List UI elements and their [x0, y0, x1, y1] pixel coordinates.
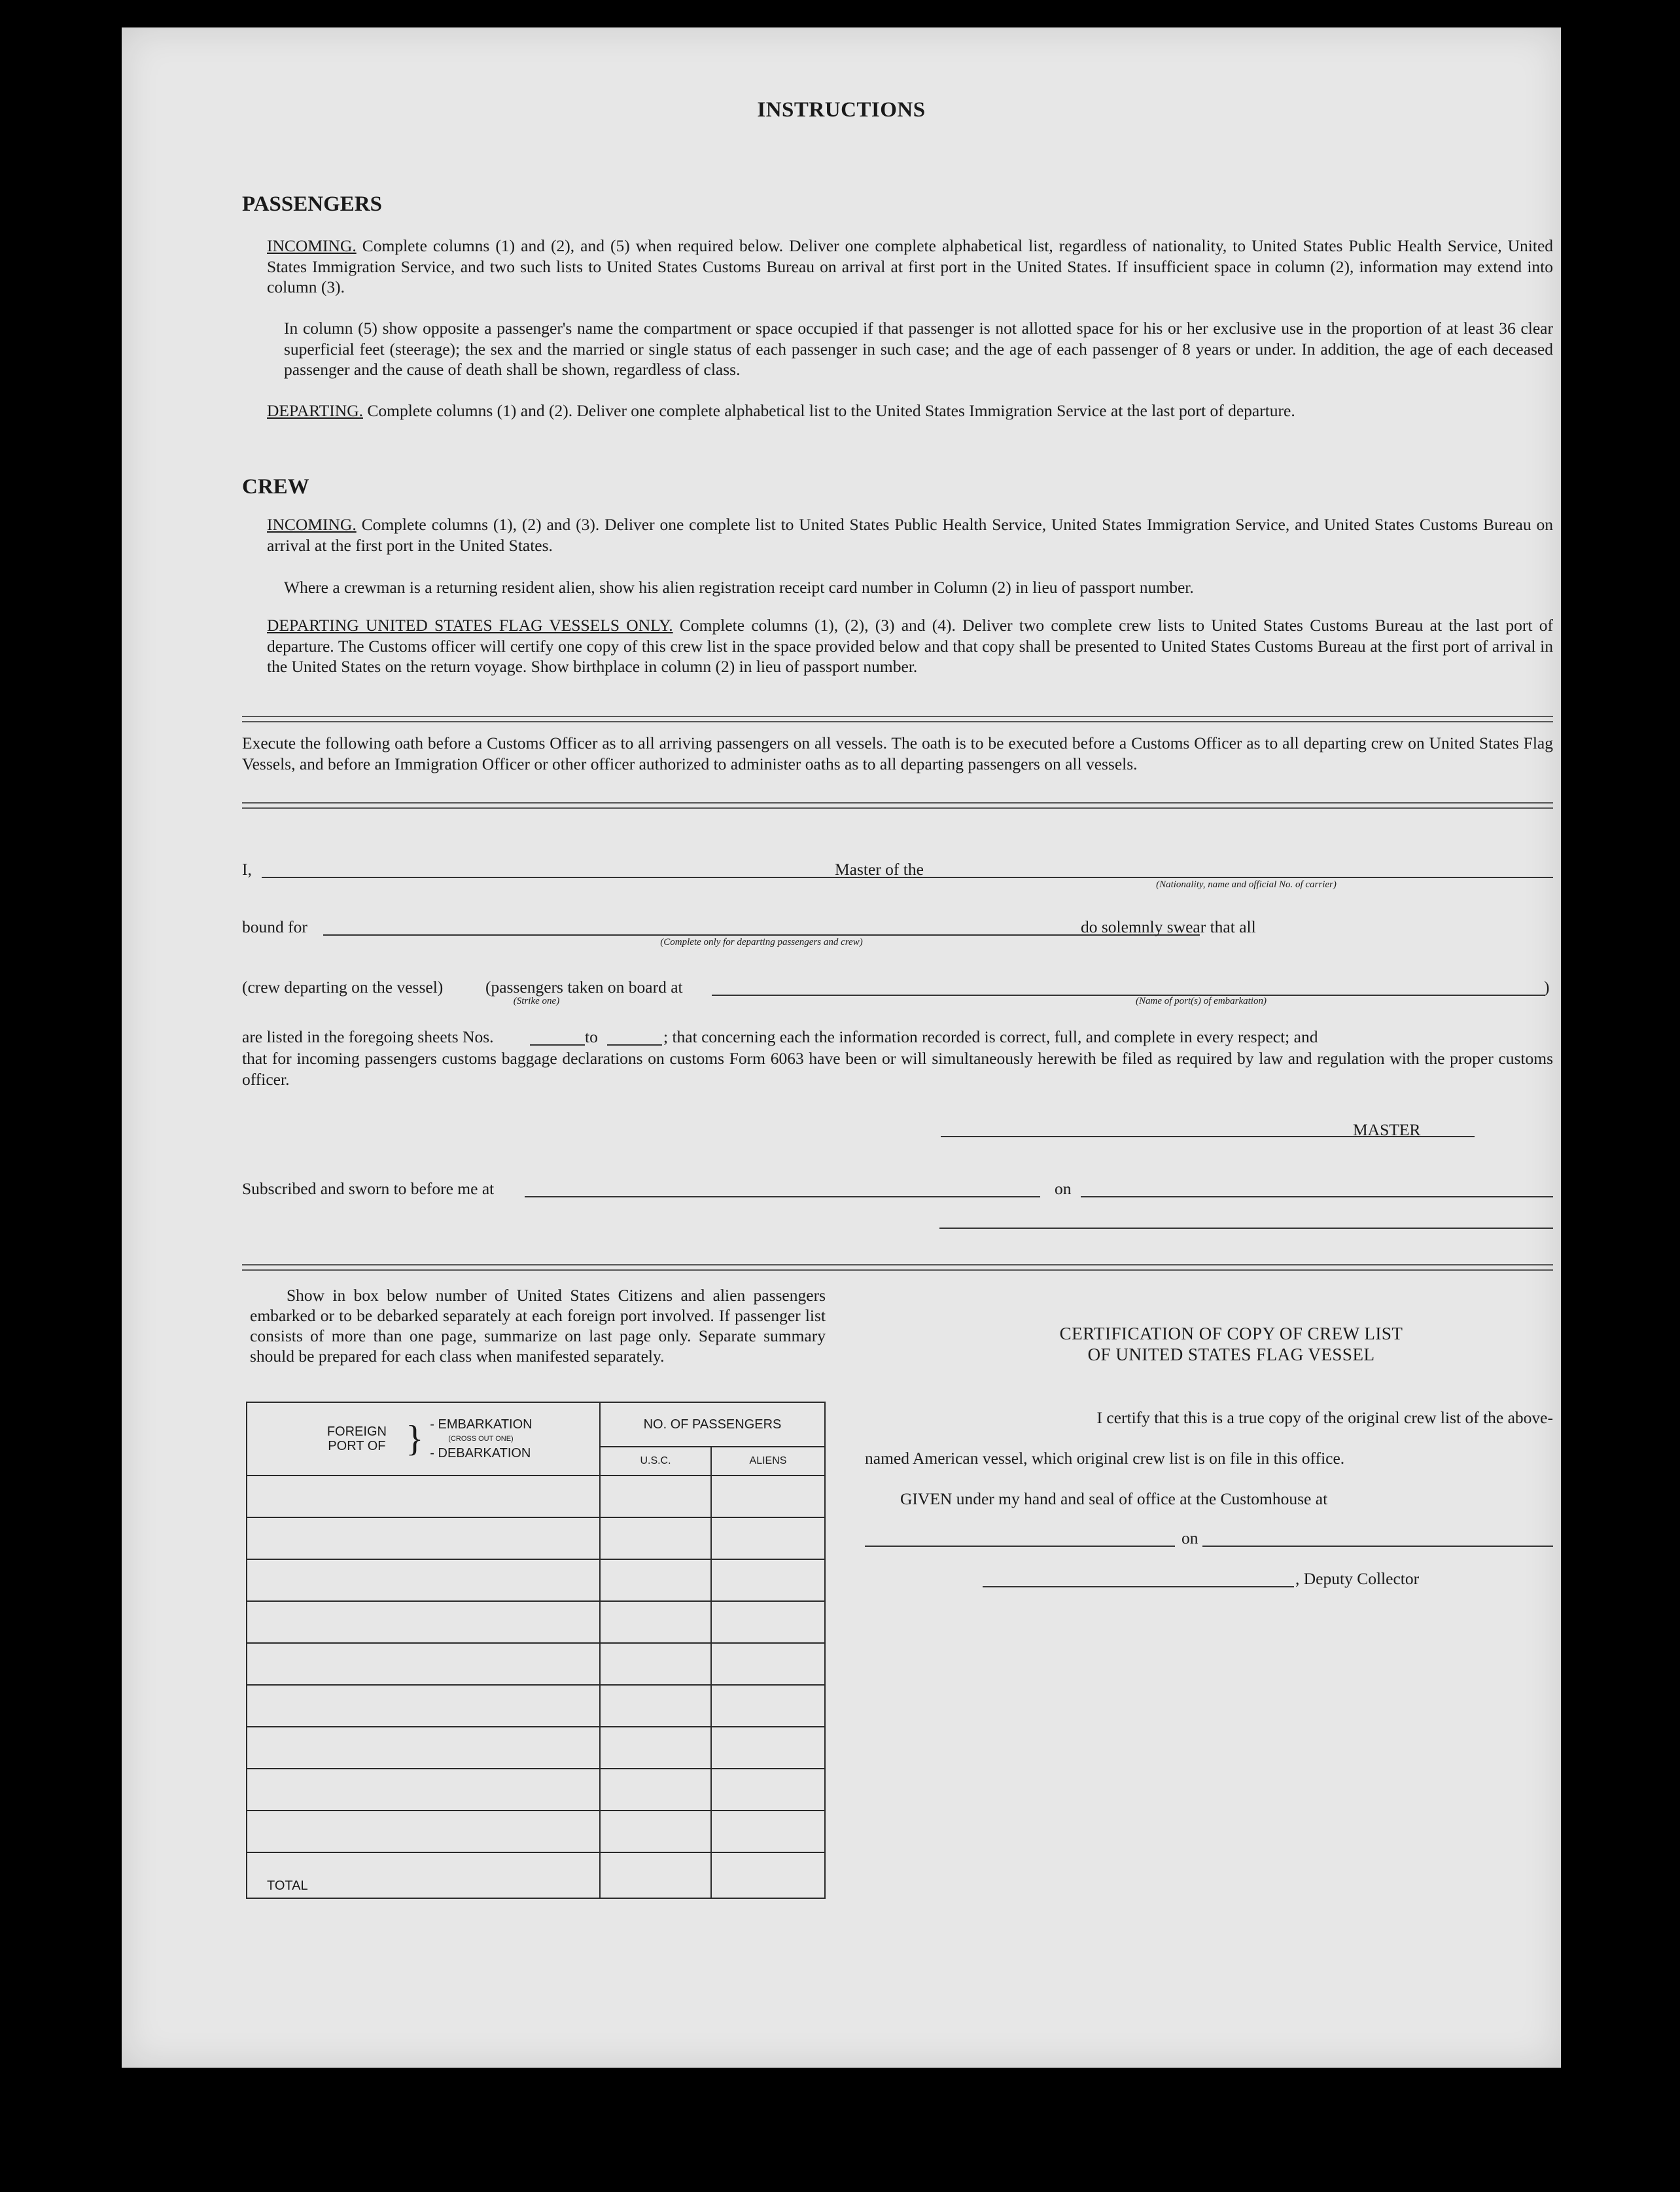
are-listed-label: are listed in the foregoing sheets Nos.	[242, 1027, 494, 1046]
usc-cell[interactable]	[600, 1727, 711, 1769]
crew-incoming-label: INCOMING.	[267, 515, 357, 534]
sworn-place-line[interactable]	[525, 1196, 1040, 1197]
port-cell[interactable]	[247, 1476, 600, 1517]
subscribed-label: Subscribed and sworn to before me at	[242, 1179, 495, 1198]
port-cell[interactable]	[247, 1559, 600, 1601]
strike-one-caption: (Strike one)	[513, 996, 560, 1006]
crew-resident-paragraph: Where a crewman is a returning resident alien, show his alien registration receipt card number in Column (2) in lieu of passport number.	[284, 578, 1194, 597]
total-row	[247, 1852, 825, 1898]
table-row	[247, 1811, 825, 1852]
page-title: INSTRUCTIONS	[757, 98, 926, 122]
deputy-signature-line[interactable]	[983, 1586, 1294, 1587]
usc-cell[interactable]	[600, 1559, 711, 1601]
port-cell[interactable]	[247, 1601, 600, 1643]
oath-instructions: Execute the following oath before a Customs Officer as to all arriving passengers on all vessels. The oath is to be executed before a Customs Officer as to all departing crew on United States Flag Vessels, and before an Immigration Officer or other officer authorized to administer oaths as to all departing passengers on all vessels.	[242, 734, 1553, 773]
no-of-passengers-header: NO. OF PASSENGERS	[600, 1402, 825, 1447]
usc-cell[interactable]	[600, 1811, 711, 1852]
crew-heading: CREW	[242, 475, 309, 499]
passengers-departing-text: Complete columns (1) and (2). Deliver one complete alphabetical list to the United States Immigration Service at the last port of departure.	[367, 401, 1295, 420]
port-cell[interactable]	[247, 1685, 600, 1727]
total-aliens-cell[interactable]	[711, 1852, 825, 1898]
master-of-the-label: Master of the	[835, 860, 924, 879]
certification-heading-line1: CERTIFICATION OF COPY OF CREW LIST	[1059, 1324, 1403, 1343]
oath-i-label: I,	[242, 860, 252, 879]
foreign-port-of: FOREIGN PORT OF	[326, 1424, 387, 1453]
table-row	[247, 1476, 825, 1517]
total-label: TOTAL	[247, 1852, 600, 1898]
certification-heading-line2: OF UNITED STATES FLAG VESSEL	[1087, 1345, 1375, 1364]
port-cell[interactable]	[247, 1769, 600, 1811]
sworn-date-line[interactable]	[1081, 1196, 1553, 1197]
aliens-cell[interactable]	[711, 1727, 825, 1769]
divider	[242, 716, 1553, 722]
to-label: to	[585, 1027, 598, 1046]
port-cell[interactable]	[247, 1727, 600, 1769]
passengers-incoming-text: Complete columns (1) and (2), and (5) when required below. Deliver one complete alphabetical list, regardless of nationality, to United States Public Health Service, United States Immigration Service, and two such lists to United States Customs Bureau on arrival at first port in the United States. If insufficient space in column (2), information may extend into column (3).	[267, 236, 1554, 296]
divider	[242, 1264, 1553, 1271]
passengers-column5-paragraph: In column (5) show opposite a passenger's name the compartment or space occupied if that passenger is not allotted space for his or her exclusive use in the proportion of at least 36 clear superficial feet (steerage); the sex and the married or single status of each passenger in such case; and the age of each passenger of 8 years or under. In addition, the age of each deceased passenger and the cause of death shall be shown, regardless of class.	[284, 319, 1553, 379]
bound-for-label: bound for	[242, 917, 307, 936]
passengers-departing-label: DEPARTING.	[267, 401, 363, 420]
aliens-cell[interactable]	[711, 1559, 825, 1601]
aliens-cell[interactable]	[711, 1685, 825, 1727]
crew-departing-paragraph	[267, 615, 1553, 677]
close-paren: )	[1544, 978, 1550, 997]
table-row	[247, 1727, 825, 1769]
port-header-cell	[247, 1402, 600, 1476]
usc-cell[interactable]	[600, 1476, 711, 1517]
usc-cell[interactable]	[600, 1517, 711, 1559]
aliens-cell[interactable]	[711, 1811, 825, 1852]
certification-heading	[904, 1323, 1558, 1365]
table-row	[247, 1643, 825, 1685]
summary-instructions: Show in box below number of United States Citizens and alien passengers embarked or to be debarked separately at each foreign port involved. If passenger list consists of more than one page, summarize on last page only. Separate summary should be prepared for each class when manifested separately.	[250, 1286, 826, 1366]
aliens-cell[interactable]	[711, 1643, 825, 1685]
sheet-from-line[interactable]	[530, 1044, 585, 1046]
crew-departing-text: Complete columns (1), (2), (3) and (4). Deliver two complete crew lists to United States Customs Bureau at the last port of departure. The Customs officer will certify one copy of this crew list in the space provided below and that copy shall be presented to United States Customs Bureau at the first port of arrival in the United States on the return voyage. Show birthplace in column (2) in lieu of passport number.	[267, 616, 1553, 676]
crew-incoming-text: Complete columns (1), (2) and (3). Deliver one complete list to United States Public Health Service, United States Immigration Service, and United States Customs Bureau on arrival at the first port in the United States.	[267, 515, 1553, 555]
usc-cell[interactable]	[600, 1643, 711, 1685]
passengers-incoming-paragraph	[267, 236, 1553, 298]
table-row	[247, 1769, 825, 1811]
given-text: GIVEN under my hand and seal of office at the Customhouse at	[900, 1489, 1328, 1508]
usc-header: U.S.C.	[600, 1447, 711, 1476]
certification-on-label: on	[1181, 1529, 1199, 1547]
usc-cell[interactable]	[600, 1601, 711, 1643]
port-cell[interactable]	[247, 1517, 600, 1559]
port-cell[interactable]	[247, 1811, 600, 1852]
aliens-cell[interactable]	[711, 1476, 825, 1517]
table-row	[247, 1601, 825, 1643]
aliens-cell[interactable]	[711, 1601, 825, 1643]
baggage-text: that for incoming passengers customs baggage declarations on customs Form 6063 have been or will simultaneously herewith be filed as required by law and regulation with the proper customs officer.	[242, 1049, 1553, 1089]
divider	[242, 802, 1553, 809]
port-cell[interactable]	[247, 1643, 600, 1685]
bound-for-line[interactable]	[323, 934, 1200, 936]
table-row	[247, 1517, 825, 1559]
passenger-summary-table	[246, 1402, 826, 1899]
aliens-cell[interactable]	[711, 1517, 825, 1559]
certify-line1: I certify that this is a true copy of the original crew list of the above-	[1096, 1408, 1553, 1427]
debarkation-option[interactable]: - DEBARKATION	[430, 1446, 531, 1460]
form-page	[122, 27, 1561, 2068]
embarkation-option[interactable]: - EMBARKATION	[430, 1417, 533, 1432]
sworn-on-label: on	[1055, 1179, 1072, 1198]
brace-icon: }	[406, 1419, 424, 1459]
certify-line2: named American vessel, which original crew list is on file in this office.	[865, 1449, 1345, 1468]
carrier-line[interactable]	[939, 877, 1553, 878]
crew-departing-label: DEPARTING UNITED STATES FLAG VESSELS ONLY.	[267, 616, 673, 635]
crew-departing-option[interactable]: (crew departing on the vessel)	[242, 978, 444, 997]
customhouse-line[interactable]	[865, 1546, 1175, 1547]
table-row	[247, 1559, 825, 1601]
deputy-collector-label: , Deputy Collector	[1295, 1569, 1420, 1588]
carrier-caption: (Nationality, name and official No. of carrier)	[1156, 879, 1337, 890]
crew-incoming-paragraph	[267, 514, 1553, 556]
ports-caption: (Name of port(s) of embarkation)	[1136, 996, 1267, 1006]
aliens-cell[interactable]	[711, 1769, 825, 1811]
total-usc-cell[interactable]	[600, 1852, 711, 1898]
table-row	[247, 1685, 825, 1727]
certification-date-line[interactable]	[1202, 1546, 1553, 1547]
usc-cell[interactable]	[600, 1769, 711, 1811]
bound-caption: (Complete only for departing passengers and crew)	[660, 937, 863, 947]
swear-label: do solemnly swear that all	[1081, 917, 1256, 936]
cross-out-one: (CROSS OUT ONE)	[448, 1435, 514, 1443]
passengers-taken-option[interactable]: (passengers taken on board at	[485, 978, 683, 997]
master-label: MASTER	[1353, 1120, 1421, 1139]
passengers-incoming-label: INCOMING.	[267, 236, 357, 255]
listed-rest-text: ; that concerning each the information recorded is correct, full, and complete in every respect; and	[663, 1027, 1318, 1046]
officer-signature-line[interactable]	[939, 1228, 1553, 1229]
passengers-heading: PASSENGERS	[242, 192, 382, 216]
sheet-to-line[interactable]	[607, 1044, 662, 1046]
aliens-header: ALIENS	[711, 1447, 825, 1476]
usc-cell[interactable]	[600, 1685, 711, 1727]
passengers-departing-paragraph	[267, 400, 1553, 421]
